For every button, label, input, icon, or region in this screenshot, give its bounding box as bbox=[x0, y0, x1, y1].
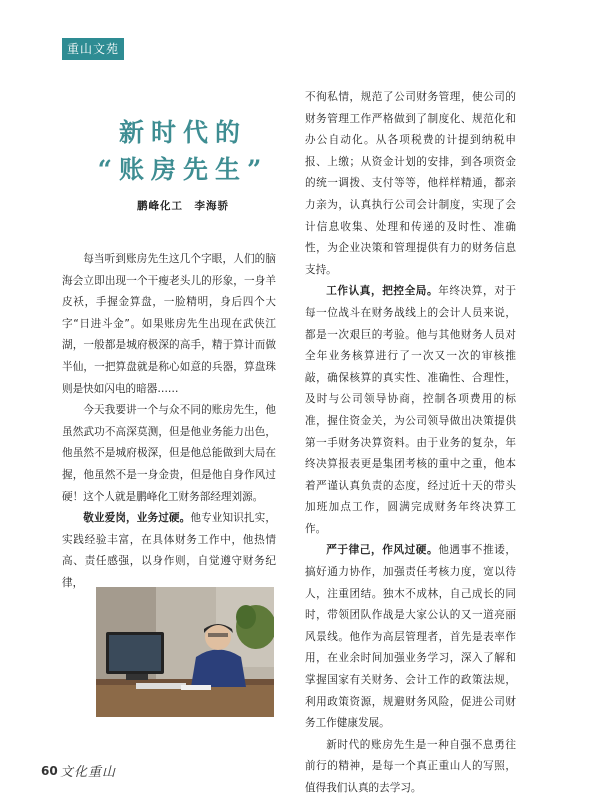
paragraph-lead: 工作认真，把控全局。 bbox=[326, 285, 439, 298]
paragraph-introduction-person: 今天我要讲一个与众不同的账房先生，他虽然武功不高深莫测，但是他业务能力出色，他虽然不是城府极深，但是他总能做到大局在握，他虽然不是一身金贵，但是他自身作风过硬！这个人就是鹏峰化工财务部经理刘源。 bbox=[62, 404, 276, 503]
magazine-logo: 文化重山 bbox=[60, 765, 117, 780]
paragraph-lead: 敬业爱岗，业务过硬。 bbox=[83, 512, 191, 525]
paragraph-work-attitude bbox=[305, 281, 516, 540]
paragraph-conclusion: 新时代的账房先生是一种自强不息勇往前行的精神，是每一个真正重山人的写照，值得我们认真的去学习。 bbox=[305, 738, 516, 794]
paragraph-intro: 每当听到账房先生这几个字眼，人们的脑海会立即出现一个干瘦老头儿的形象，一身羊皮袄，手握金算盘，一脸精明，身后四个大字“日进斗金”。如果账房先生出现在武侠江湖，一般都是城府极深的高手，精于算计而做半仙，一把算盘就是称心如意的兵器，算盘珠则是快如闪电的暗器…… bbox=[62, 253, 276, 395]
article-authors: 鹏峰化工 李海骄 bbox=[137, 200, 229, 212]
paragraph-self-discipline bbox=[305, 540, 516, 734]
article-photo bbox=[96, 587, 274, 717]
page-number: 60 bbox=[41, 764, 58, 778]
paragraph-body: 年终决算，对于每一位战斗在财务战线上的会计人员来说，都是一次艰巨的考验。他与其他财务人员对全年业务核算进行了一次又一次的审核推敲，确保核算的真实性、准确性、合理性，及时与公司领导协商，控制各项费用的标准，握住资金关，为公司领导做出决策提供第一手财务决算资料。由于业务的复杂，年终决算报表更是集团考核的重中之重，他本着严谨认真负责的态度，经过近十天的带头加班加点工作，圆满完成财务年终决算工作。 bbox=[305, 285, 517, 535]
paragraph-continued: 不徇私情，规范了公司财务管理，使公司的财务管理工作严格做到了制度化、规范化和办公自动化。从各项税费的计提到纳税申报、上缴；从资金计划的安排，到各项资金的统一调拨、支付等等，他样样精通，都亲力亲为，认真执行公司会计制度，实现了会计信息收集、处理和传递的及时性、准确性，为企业决策和管理提供有力的财务信息支持。 bbox=[305, 91, 516, 276]
paragraph-body: 他专业知识扎实，实践经验丰富，在具体财务工作中，他热情高、责任感强，以身作则，自觉遵守财务纪律， bbox=[62, 512, 276, 589]
left-column bbox=[62, 249, 276, 595]
paragraph-body: 他遇事不推诿，搞好通力协作，加强责任考核力度，宽以待人，注重团结。独木不成林，自己成长的同时，带领团队作战是大家公认的又一道亮丽风景线。他作为高层管理者，首先是表率作用，在业余时间加强业务学习，深入了解和掌握国家有关财务、会计工作的政策法规，利用政策资源，规避财务风险，促进公司财务工作健康发展。 bbox=[305, 544, 517, 730]
paragraph-lead: 严于律己，作风过硬。 bbox=[326, 544, 439, 557]
right-column bbox=[305, 87, 516, 800]
article-title-line2: “账房先生” bbox=[97, 155, 269, 184]
article-title-line1: 新时代的 bbox=[118, 118, 247, 147]
section-tag: 重山文苑 bbox=[62, 38, 124, 60]
paragraph-dedication bbox=[62, 508, 276, 594]
